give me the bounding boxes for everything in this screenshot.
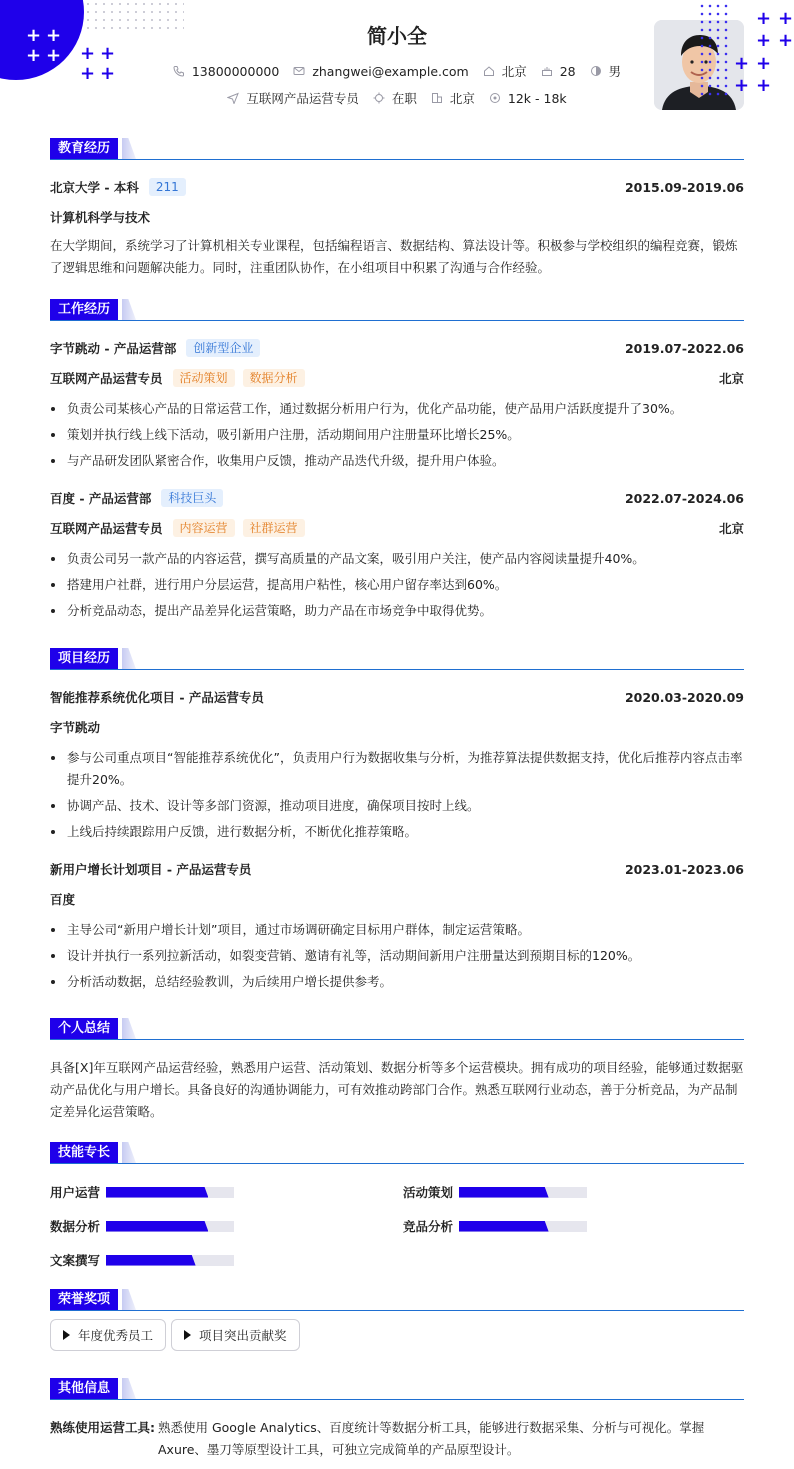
- plus-decoration: +: [734, 53, 750, 74]
- plus-decoration: +: [80, 43, 96, 64]
- education-period: 2015.09-2019.06: [624, 179, 744, 195]
- section-header: [50, 1289, 744, 1311]
- plus-decoration: +: [756, 75, 772, 96]
- role-tag: 内容运营: [173, 519, 235, 537]
- other-section: [50, 1378, 744, 1466]
- work-bullet: 搭建用户社群，进行用户分层运营，提高用户粘性，核心用户留存率达到60%。: [50, 574, 744, 596]
- skill-bar: [459, 1221, 587, 1232]
- work-bullet: 负责公司另一款产品的内容运营，撰写高质量的产品文案，吸引用户关注，使产品内容阅读量提升40%。: [50, 548, 744, 570]
- section-title-tail: [122, 648, 136, 669]
- work-company-line: [50, 338, 744, 358]
- skill-name: 活动策划: [403, 1185, 454, 1200]
- section-title: 工作经历: [50, 299, 118, 320]
- project-bullet: 协调产品、技术、设计等多部门资源，推动项目进度，确保项目按时上线。: [50, 795, 744, 817]
- phone-text: 13800000000: [191, 63, 280, 79]
- skill-name: 用户运营: [50, 1185, 101, 1200]
- location-text: 北京: [501, 64, 527, 79]
- company-tag: 创新型企业: [186, 339, 260, 357]
- section-header: [50, 1142, 744, 1164]
- skill-bar-fill: [459, 1187, 549, 1198]
- work-period: 2022.07-2024.06: [624, 490, 744, 506]
- project-org-line: [50, 717, 744, 737]
- target-city-text: 北京: [449, 91, 475, 106]
- project-bullet: 上线后持续跟踪用户反馈，进行数据分析，不断优化推荐策略。: [50, 821, 744, 843]
- triangle-icon: [63, 1330, 70, 1340]
- company-tag: 科技巨头: [161, 489, 223, 507]
- section-title-tail: [122, 1018, 136, 1039]
- section-title-tail: [122, 138, 136, 159]
- work-city: 北京: [718, 371, 744, 386]
- status-icon: [373, 92, 385, 104]
- plus-decoration: +: [100, 63, 116, 84]
- project-bullet: 参与公司重点项目“智能推荐系统优化”，负责用户行为数据收集与分析，为推荐算法提供数据支持，优化后推荐内容点击率提升20%。: [50, 747, 744, 791]
- salary-text: 12k - 18k: [507, 90, 567, 106]
- skill-name: 文案撰写: [50, 1253, 101, 1268]
- status-item: [373, 89, 417, 107]
- section-header: [50, 1018, 744, 1040]
- skill-name: 竞品分析: [403, 1219, 454, 1234]
- work-period: 2019.07-2022.06: [624, 340, 744, 356]
- school-tag: 211: [149, 178, 186, 196]
- skill-bar: [106, 1187, 234, 1198]
- job-title-item: [227, 89, 359, 107]
- home-icon: [483, 65, 495, 77]
- project-name: 新用户增长计划项目 - 产品运营专员: [50, 862, 252, 877]
- triangle-icon: [184, 1330, 191, 1340]
- cake-icon: [541, 65, 553, 77]
- plus-decoration: +: [26, 45, 42, 66]
- section-title: 技能专长: [50, 1142, 118, 1163]
- section-title: 荣誉奖项: [50, 1289, 118, 1310]
- role-name: 互联网产品运营专员: [50, 371, 163, 386]
- work-bullet: 负责公司某核心产品的日常运营工作，通过数据分析用户行为，优化产品功能，使产品用户活跃度提升了30%。: [50, 398, 744, 420]
- project-period: 2020.03-2020.09: [624, 689, 744, 705]
- project-org: 字节跳动: [50, 720, 101, 735]
- education-header-line: [50, 177, 744, 197]
- section-header: [50, 648, 744, 670]
- project-name: 智能推荐系统优化项目 - 产品运营专员: [50, 690, 264, 705]
- summary-text: 具备[X]年互联网产品运营经验，熟悉用户运营、活动策划、数据分析等多个运营模块。拥有成功的项目经验，能够通过数据驱动产品优化与用户增长。具备良好的沟通协调能力，可有效推动跨部门合作。熟悉互联网行业动态，善于分析竞品，为产品制定差异化运营策略。: [50, 1060, 744, 1119]
- plus-decoration: +: [778, 30, 794, 51]
- other-label: 熟练使用运营工具:: [50, 1420, 155, 1435]
- work-section: [50, 299, 744, 629]
- target-city-item: [431, 89, 475, 107]
- company-name: 百度 - 产品运营部: [50, 491, 152, 506]
- skill-bar-fill: [106, 1221, 208, 1232]
- skill-bar-fill: [106, 1187, 208, 1198]
- age-text: 28: [559, 63, 576, 79]
- section-title-tail: [122, 1378, 136, 1399]
- salary-item: [489, 91, 567, 106]
- skills-section: [50, 1142, 744, 1272]
- plus-decoration: +: [756, 30, 772, 51]
- building-icon: [431, 92, 443, 104]
- plus-decoration: +: [756, 53, 772, 74]
- skill-bar-fill: [106, 1255, 196, 1266]
- gender-icon: [590, 65, 602, 77]
- project-bullet: 分析活动数据，总结经验教训，为后续用户增长提供参考。: [50, 971, 744, 993]
- plus-decoration: +: [778, 8, 794, 29]
- section-header: [50, 299, 744, 321]
- project-bullet: 设计并执行一系列拉新活动，如裂变营销、邀请有礼等，活动期间新用户注册量达到预期目标的120%。: [50, 945, 744, 967]
- skill-bar: [106, 1221, 234, 1232]
- age-item: [541, 64, 576, 79]
- project-header-line: [50, 859, 744, 879]
- section-title-tail: [122, 1142, 136, 1163]
- dot-grid-decoration: [698, 2, 730, 98]
- plus-decoration: +: [46, 45, 62, 66]
- plus-decoration: +: [46, 25, 62, 46]
- projects-section: [50, 648, 744, 998]
- role-tag: 数据分析: [243, 369, 305, 387]
- plus-decoration: +: [734, 75, 750, 96]
- location-item: [483, 62, 527, 80]
- section-title: 项目经历: [50, 648, 118, 669]
- plus-decoration: +: [26, 25, 42, 46]
- summary-section: [50, 1018, 744, 1128]
- section-title: 个人总结: [50, 1018, 118, 1039]
- skill-item: [50, 1182, 234, 1202]
- skill-item: [403, 1216, 587, 1236]
- education-section: [50, 138, 744, 288]
- school-name: 北京大学 - 本科: [50, 180, 139, 195]
- job-title-text: 互联网产品运营专员: [246, 91, 359, 106]
- email-text: zhangwei@example.com: [312, 63, 469, 79]
- role-tag: 社群运营: [243, 519, 305, 537]
- work-company-line: [50, 488, 744, 508]
- major: 计算机科学与技术: [50, 210, 151, 225]
- award-label: 年度优秀员工: [78, 1328, 154, 1343]
- project-header-line: [50, 687, 744, 707]
- send-icon: [227, 92, 239, 104]
- work-role-line: [50, 518, 744, 538]
- skill-item: [50, 1250, 234, 1270]
- plus-decoration: +: [100, 43, 116, 64]
- award-label: 项目突出贡献奖: [199, 1328, 287, 1343]
- award-chip: [50, 1319, 166, 1351]
- project-org: 百度: [50, 892, 76, 907]
- gender-text: 男: [608, 64, 622, 79]
- section-title: 教育经历: [50, 138, 118, 159]
- awards-section: [50, 1289, 744, 1361]
- phone-icon: [173, 65, 185, 77]
- gender-item: [590, 62, 622, 80]
- award-chip: [171, 1319, 300, 1351]
- section-header: [50, 1378, 744, 1400]
- plus-decoration: +: [756, 8, 772, 29]
- plus-decoration: +: [80, 63, 96, 84]
- work-bullet: 分析竞品动态，提出产品差异化运营策略，助力产品在市场竞争中取得优势。: [50, 600, 744, 622]
- skill-item: [50, 1216, 234, 1236]
- work-city: 北京: [718, 521, 744, 536]
- status-text: 在职: [391, 91, 417, 106]
- section-title-tail: [122, 299, 136, 320]
- major-line: [50, 207, 744, 227]
- project-period: 2023.01-2023.06: [624, 861, 744, 877]
- phone-item: [173, 64, 279, 79]
- email-item: [293, 64, 468, 79]
- skill-bar: [459, 1187, 587, 1198]
- mail-icon: [293, 65, 305, 77]
- candidate-name: 简小全: [367, 24, 427, 48]
- role-tag: 活动策划: [173, 369, 235, 387]
- project-bullet: 主导公司“新用户增长计划”项目，通过市场调研确定目标用户群体，制定运营策略。: [50, 919, 744, 941]
- company-name: 字节跳动 - 产品运营部: [50, 341, 177, 356]
- work-role-line: [50, 368, 744, 388]
- section-header: [50, 138, 744, 160]
- section-title-tail: [122, 1289, 136, 1310]
- other-text: 熟悉使用 Google Analytics、百度统计等数据分析工具，能够进行数据采集、分析与可视化。掌握 Axure、墨刀等原型设计工具，可独立完成简单的产品原型设计。: [158, 1420, 705, 1457]
- skill-item: [403, 1182, 587, 1202]
- work-bullet: 策划并执行线上线下活动，吸引新用户注册，活动期间用户注册量环比增长25%。: [50, 424, 744, 446]
- skill-name: 数据分析: [50, 1219, 101, 1234]
- education-description: 在大学期间，系统学习了计算机相关专业课程，包括编程语言、数据结构、算法设计等。积极参与学校组织的编程竞赛，锻炼了逻辑思维和问题解决能力。同时，注重团队协作，在小组项目中积累了沟通与合作经验。: [50, 238, 738, 275]
- section-title: 其他信息: [50, 1378, 118, 1399]
- work-bullet: 与产品研发团队紧密合作，收集用户反馈，推动产品迭代升级，提升用户体验。: [50, 450, 744, 472]
- coin-icon: [489, 92, 501, 104]
- project-org-line: [50, 889, 744, 909]
- role-name: 互联网产品运营专员: [50, 521, 163, 536]
- skill-bar-fill: [459, 1221, 549, 1232]
- skill-bar: [106, 1255, 234, 1266]
